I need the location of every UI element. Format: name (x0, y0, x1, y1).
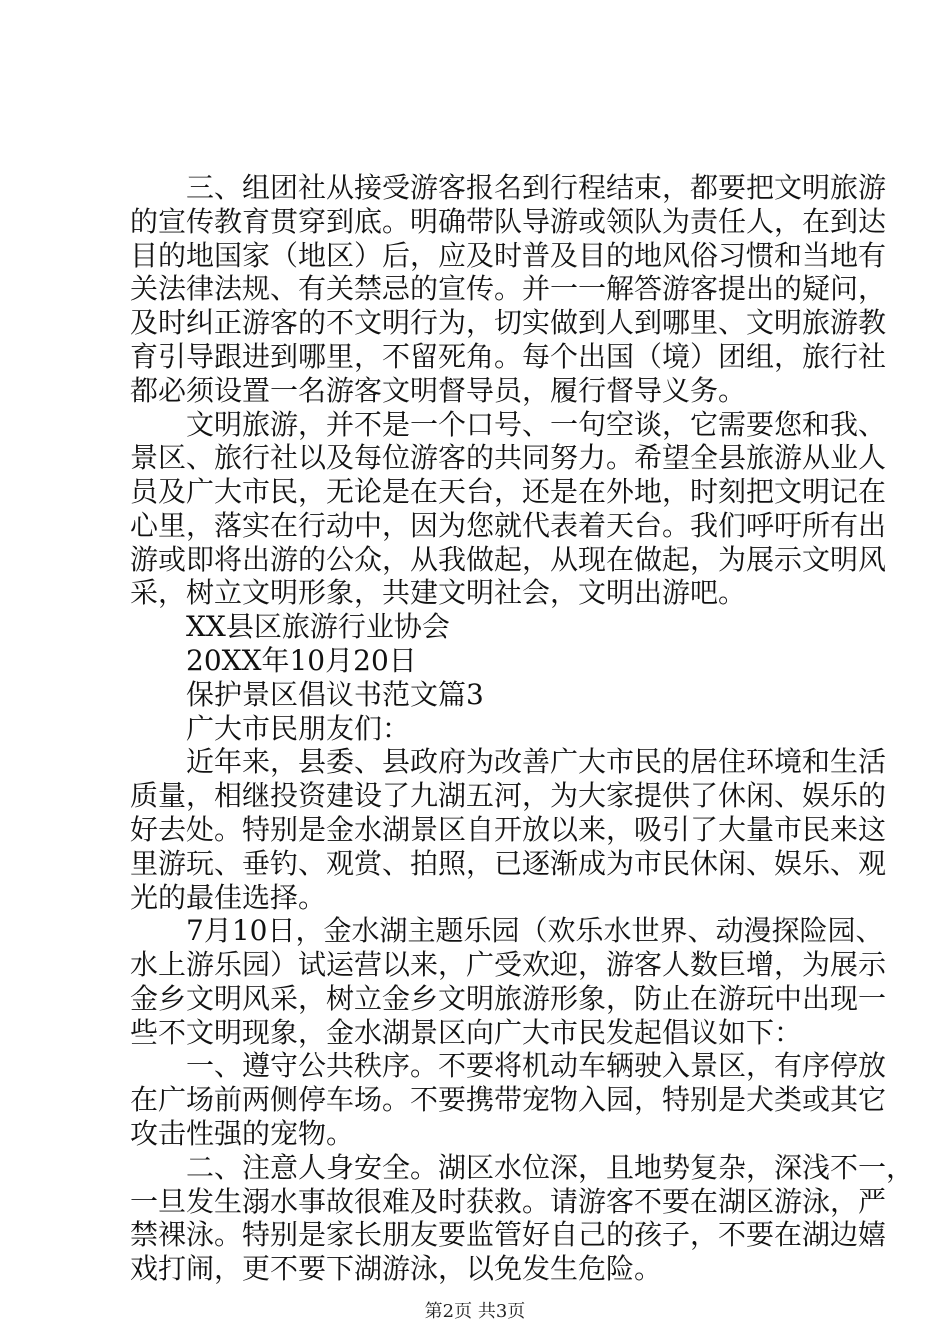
paragraph-line: 水上游乐园）试运营以来，广受欢迎，游客人数巨增，为展示 (130, 948, 887, 982)
salutation: 广大市民朋友们： (186, 711, 411, 745)
paragraph-line: 光的最佳选择。 (130, 880, 327, 914)
paragraph-line: 二、注意人身安全。湖区水位深，且地势复杂，深浅不一， (186, 1150, 915, 1184)
paragraph-line: 员及广大市民，无论是在天台，还是在外地，时刻把文明记在 (130, 475, 887, 509)
paragraph-line: 目的地国家（地区）后，应及时普及目的地风俗习惯和当地有 (130, 238, 887, 272)
paragraph-line: 禁裸泳。特别是家长朋友要监管好自己的孩子，不要在湖边嬉 (130, 1218, 887, 1252)
paragraph-line: 质量，相继投资建设了九湖五河，为大家提供了休闲、娱乐的 (130, 779, 887, 813)
paragraph-line: 三、组团社从接受游客报名到行程结束，都要把文明旅游 (186, 171, 887, 204)
paragraph-line: 心里，落实在行动中，因为您就代表着天台。我们呼吁所有出 (130, 508, 887, 542)
page-number-footer: 第2页 共3页 (424, 1301, 526, 1322)
paragraph-line: 在广场前两侧停车场。不要携带宠物入园，特别是犬类或其它 (130, 1083, 887, 1117)
paragraph-line: 育引导跟进到哪里，不留死角。每个出国（境）团组，旅行社 (130, 339, 887, 373)
paragraph-line: 些不文明现象，金水湖景区向广大市民发起倡议如下： (130, 1015, 803, 1049)
paragraph-line: 景区、旅行社以及每位游客的共同努力。希望全县旅游从业人 (130, 441, 887, 475)
paragraph-line: 都必须设置一名游客文明督导员，履行督导义务。 (130, 373, 747, 407)
section-heading: 保护景区倡议书范文篇3 (186, 677, 484, 711)
paragraph-line: 关法律法规、有关禁忌的宣传。并一一解答游客提出的疑问， (130, 272, 887, 306)
paragraph-line: 好去处。特别是金水湖景区自开放以来，吸引了大量市民来这 (130, 812, 887, 846)
paragraph-line: 采，树立文明形象，共建文明社会，文明出游吧。 (130, 576, 747, 610)
signature-organization: XX县区旅游行业协会 (186, 610, 450, 644)
paragraph-line: 近年来，县委、县政府为改善广大市民的居住环境和生活 (186, 745, 887, 779)
paragraph-line: 里游玩、垂钓、观赏、拍照，已逐渐成为市民休闲、娱乐、观 (130, 846, 887, 880)
paragraph-line: 一旦发生溺水事故很难及时获救。请游客不要在湖区游泳，严 (130, 1184, 887, 1218)
signature-date: 20XX年10月20日 (186, 644, 417, 678)
paragraph-line: 文明旅游，并不是一个口号、一句空谈，它需要您和我、 (186, 407, 887, 441)
paragraph-line: 游或即将出游的公众，从我做起，从现在做起，为展示文明风 (130, 542, 887, 576)
paragraph-line: 攻击性强的宠物。 (130, 1117, 355, 1151)
paragraph-line: 金乡文明风采，树立金乡文明旅游形象，防止在游玩中出现一 (130, 981, 887, 1015)
paragraph-line: 及时纠正游客的不文明行为，切实做到人到哪里、文明旅游教 (130, 306, 887, 340)
paragraph-line: 的宣传教育贯穿到底。明确带队导游或领队为责任人，在到达 (130, 204, 887, 238)
paragraph-line: 一、遵守公共秩序。不要将机动车辆驶入景区，有序停放 (186, 1049, 887, 1083)
paragraph-line: 7月10日，金水湖主题乐园（欢乐水世界、动漫探险园、 (186, 914, 884, 948)
paragraph-line: 戏打闹，更不要下湖游泳，以免发生危险。 (130, 1252, 663, 1286)
